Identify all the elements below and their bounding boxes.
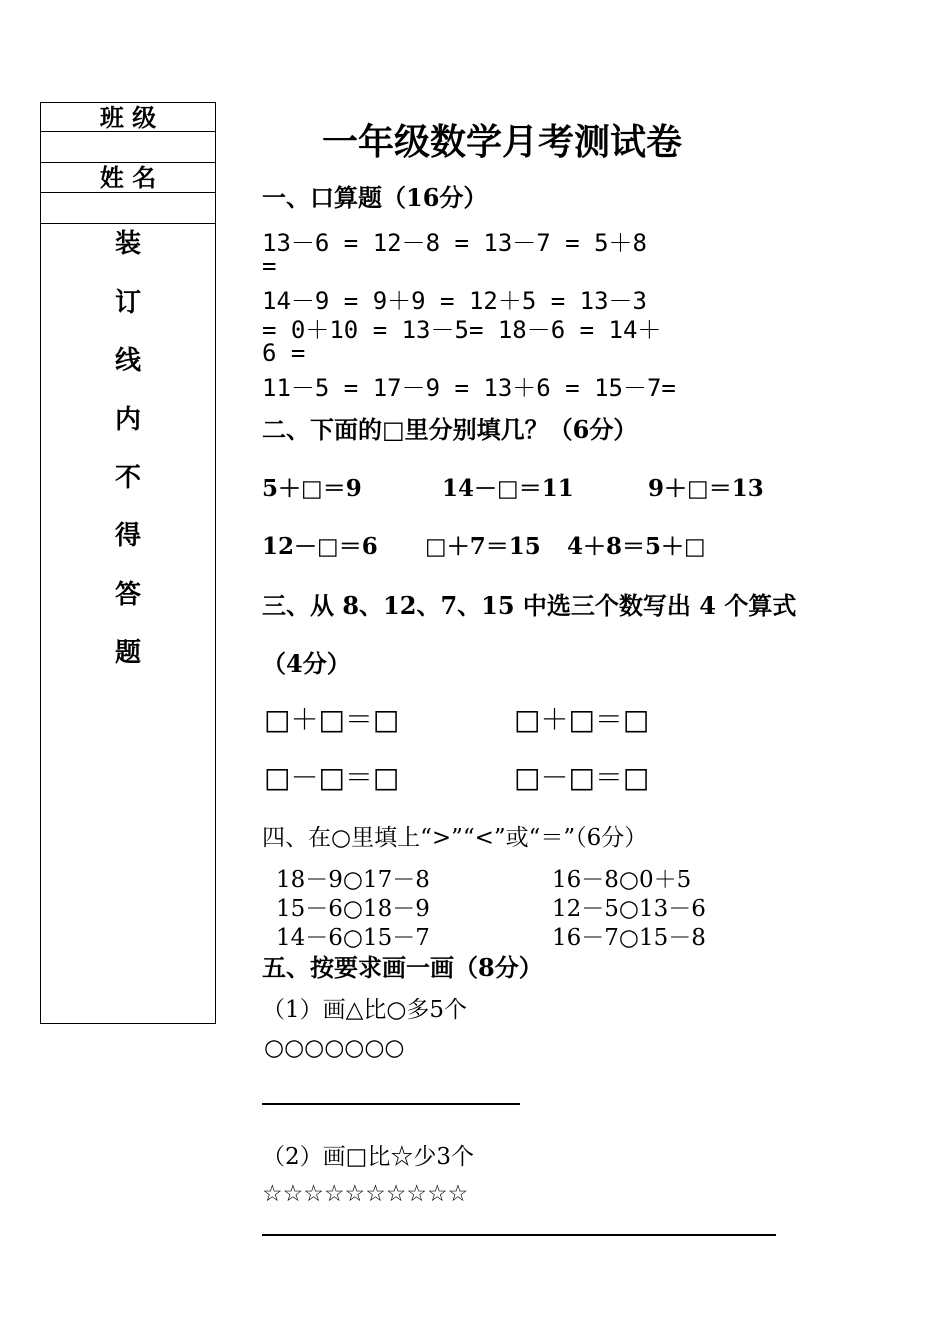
oral-calc-line: 6 = xyxy=(262,339,306,367)
fill-box-item: 12－□＝6 xyxy=(262,533,378,560)
binding-char: 得 xyxy=(114,521,141,551)
section-1-heading: 一、口算题（16分） xyxy=(262,183,488,212)
drawing-question-2: （2）画□比☆少3个 xyxy=(262,1144,474,1170)
oral-calc-line: = xyxy=(262,252,277,280)
drawing-question-1: （1）画△比○多5个 xyxy=(262,997,468,1023)
formula-blank-sub: □－□＝□ xyxy=(264,761,400,794)
answer-line-2 xyxy=(262,1234,776,1236)
fill-box-item: 5＋□＝9 xyxy=(262,475,362,502)
compare-item: 16－8○0＋5 xyxy=(552,867,692,893)
compare-item: 16－7○15－8 xyxy=(552,925,706,951)
compare-item: 18－9○17－8 xyxy=(276,867,430,893)
formula-blank-add: □＋□＝□ xyxy=(514,703,650,736)
section-3-heading: 三、从 8、12、7、15 中选三个数写出 4 个算式 xyxy=(262,591,797,620)
class-field[interactable] xyxy=(41,132,215,163)
class-label: 班 级 xyxy=(41,103,215,132)
oral-calc-line: = 0＋10 = 13－5= 18－6 = 14＋ xyxy=(262,316,662,344)
fill-box-item: 9＋□＝13 xyxy=(648,475,764,502)
fill-box-item: 4＋8＝5＋□ xyxy=(567,533,706,560)
binding-char: 内 xyxy=(114,405,141,435)
section-5-heading: 五、按要求画一画（8分） xyxy=(262,953,543,982)
section-4-heading: 四、在○里填上“>”“<”或“＝”（6分） xyxy=(262,825,648,851)
formula-blank-sub: □－□＝□ xyxy=(514,761,650,794)
binding-margin-table xyxy=(40,102,216,1024)
formula-blank-add: □＋□＝□ xyxy=(264,703,400,736)
section-2-heading: 二、下面的□里分别填几？（6分） xyxy=(262,415,638,444)
compare-item: 12－5○13－6 xyxy=(552,896,706,922)
binding-char: 不 xyxy=(114,463,141,493)
answer-line-1 xyxy=(262,1103,520,1105)
circle-shapes: ○○○○○○○ xyxy=(264,1035,405,1061)
oral-calc-line: 11－5 = 17－9 = 13＋6 = 15－7= xyxy=(262,374,676,402)
binding-char: 答 xyxy=(114,580,141,610)
fill-box-item: 14－□＝11 xyxy=(442,475,574,502)
binding-char: 题 xyxy=(114,638,141,668)
compare-item: 15－6○18－9 xyxy=(276,896,430,922)
fill-box-item: □＋7＝15 xyxy=(425,533,541,560)
page-title: 一年级数学月考测试卷 xyxy=(322,121,683,163)
star-shapes: ☆☆☆☆☆☆☆☆☆☆ xyxy=(262,1181,469,1207)
name-field[interactable] xyxy=(41,193,215,224)
oral-calc-line: 14－9 = 9＋9 = 12＋5 = 13－3 xyxy=(262,287,647,315)
oral-calc-line: 13－6 = 12－8 = 13－7 = 5＋8 xyxy=(262,229,647,257)
binding-char: 订 xyxy=(114,288,141,318)
section-3-points: （4分） xyxy=(262,649,351,678)
binding-char: 装 xyxy=(114,229,141,259)
compare-item: 14－6○15－7 xyxy=(276,925,430,951)
name-label: 姓 名 xyxy=(41,163,215,193)
binding-char: 线 xyxy=(114,346,141,376)
